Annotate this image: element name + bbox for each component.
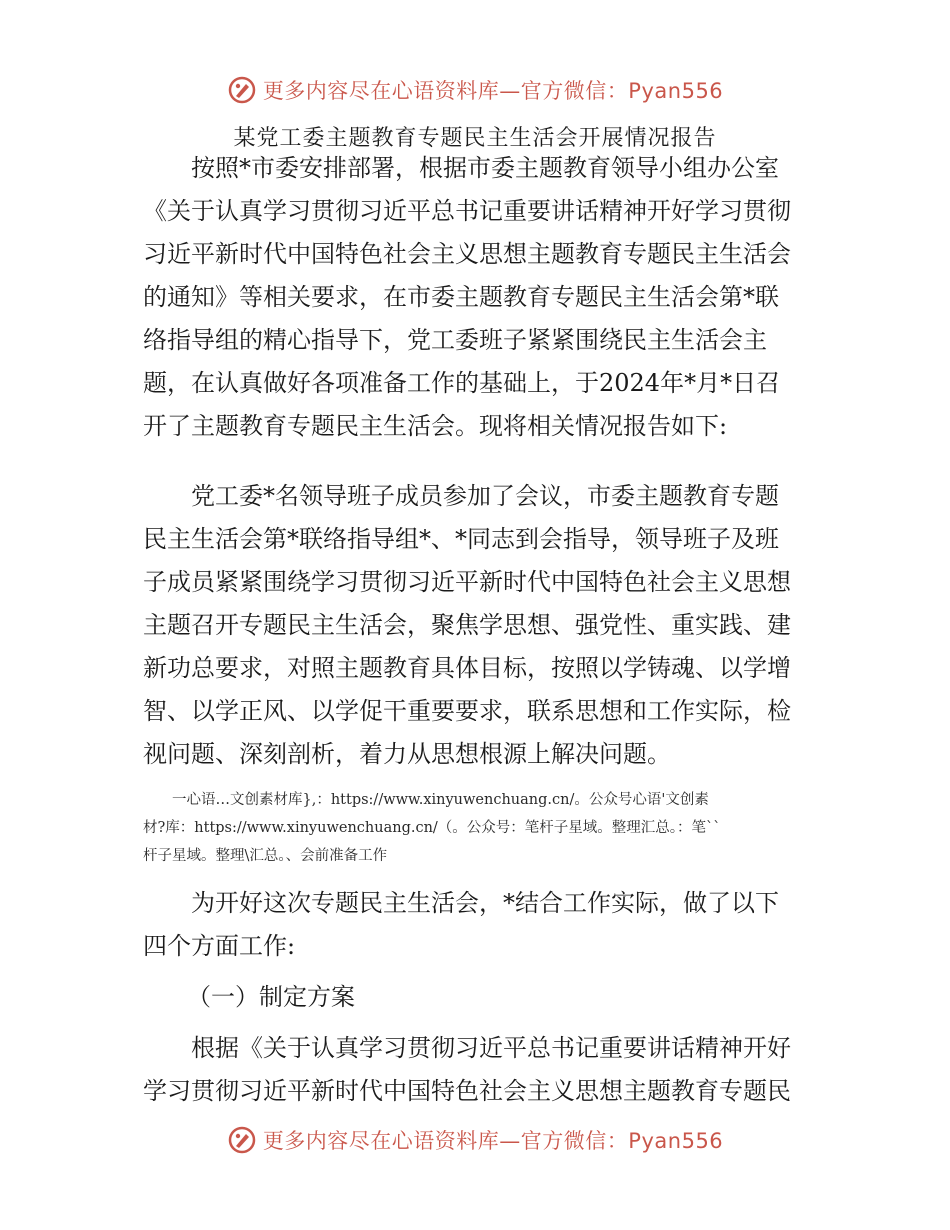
text-line: 为开好这次专题民主生活会，*结合工作实际，做了以下 — [143, 889, 779, 917]
text-line: 题，在认真做好各项准备工作的基础上，于2024年*月*日召 — [143, 369, 781, 397]
pen-nib-logo-icon — [227, 1125, 257, 1155]
source-note — [143, 786, 813, 870]
text-line: 视问题、深刻剖析，着力从思想根源上解决问题。 — [143, 740, 671, 768]
text-line: 按照*市委安排部署，根据市委主题教育领导小组办公室 — [143, 154, 779, 182]
paragraph-meeting — [143, 475, 813, 776]
note-line: 一心语…文创素材库},：https://www.xinyuwenchuang.cn/。公众号心语'文创素 — [143, 792, 709, 808]
text-line: 党工委*名领导班子成员参加了会议，市委主题教育专题 — [143, 482, 779, 510]
paragraph-preparation — [143, 882, 813, 968]
text-line: 学习贯彻习近平新时代中国特色社会主义思想主题教育专题民 — [143, 1077, 791, 1105]
watermark-top — [0, 70, 950, 110]
text-line: 开了主题教育专题民主生活会。现将相关情况报告如下: — [143, 412, 728, 440]
text-line: 子成员紧紧围绕学习贯彻习近平新时代中国特色社会主义思想 — [143, 568, 791, 596]
watermark-text: 更多内容尽在心语资料库—官方微信：Pyan556 — [262, 1129, 724, 1153]
text-line: 根据《关于认真学习贯彻习近平总书记重要讲话精神开好 — [143, 1034, 791, 1062]
text-line: 《关于认真学习贯彻习近平总书记重要讲话精神开好学习贯彻 — [143, 197, 791, 225]
text-line: 主题召开专题民主生活会，聚焦学思想、强党性、重实践、建 — [143, 611, 791, 639]
section-heading: （一）制定方案 — [187, 983, 355, 1011]
document-title: 某党工委主题教育专题民主生活会开展情况报告 — [233, 126, 717, 151]
paragraph-intro — [143, 147, 813, 448]
text-line: 的通知》等相关要求，在市委主题教育专题民主生活会第*联 — [143, 283, 779, 311]
watermark-bottom — [0, 1120, 950, 1160]
text-line: 习近平新时代中国特色社会主义思想主题教育专题民主生活会 — [143, 240, 791, 268]
text-line: 新功总要求，对照主题教育具体目标，按照以学铸魂、以学增 — [143, 654, 791, 682]
note-line: 材?库：https://www.xinyuwenchuang.cn/（。公众号：笔杆子星域。整理汇总。：笔`` — [143, 820, 721, 836]
text-line: 四个方面工作: — [143, 932, 296, 960]
paragraph-plan — [143, 1027, 813, 1113]
text-line: 民主生活会第*联络指导组*、*同志到会指导，领导班子及班 — [143, 525, 779, 553]
pen-nib-logo-icon — [227, 75, 257, 105]
text-line: 络指导组的精心指导下，党工委班子紧紧围绕民主生活会主 — [143, 326, 767, 354]
note-line: 杆子星域。整理\汇总。、会前准备工作 — [143, 848, 388, 864]
text-line: 智、以学正风、以学促干重要要求，联系思想和工作实际，检 — [143, 697, 791, 725]
watermark-text: 更多内容尽在心语资料库—官方微信：Pyan556 — [262, 79, 724, 103]
